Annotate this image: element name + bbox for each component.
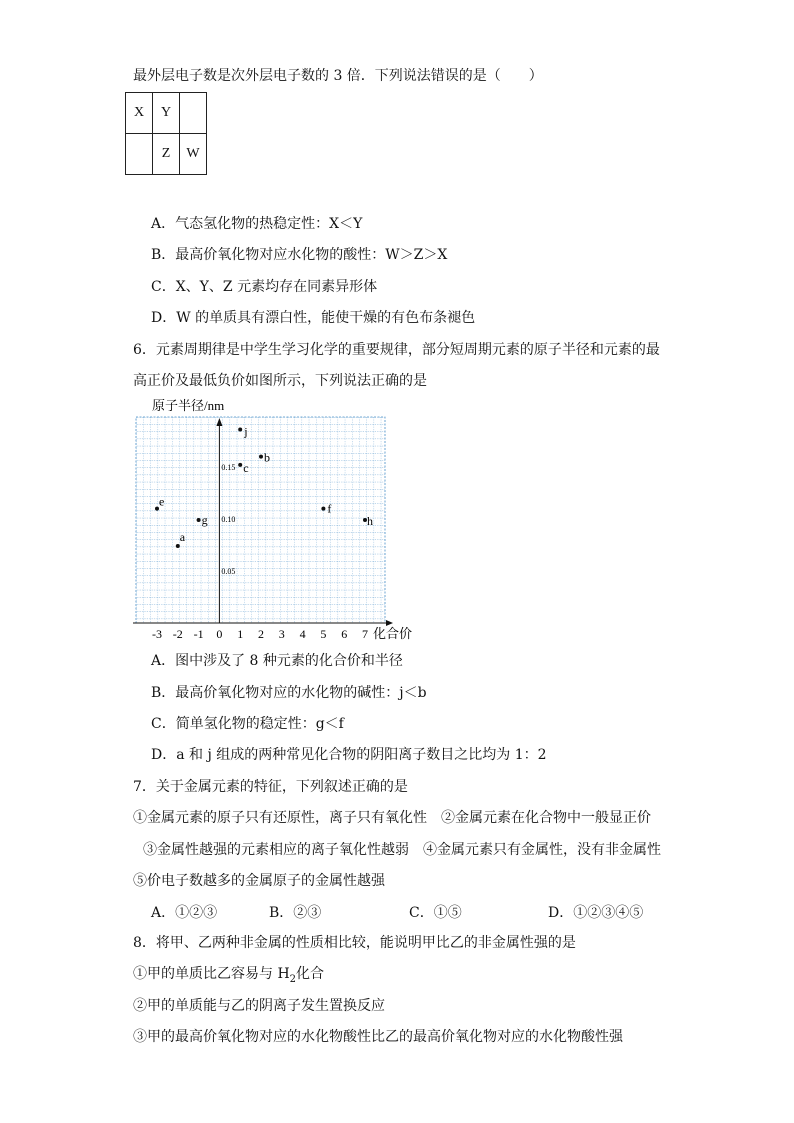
- point-label-e: e: [159, 494, 165, 509]
- q5-option-d: D．W 的单质具有漂白性，能使干燥的有色布条褪色: [151, 310, 476, 326]
- table-cell: Z: [153, 134, 180, 175]
- q6-stem-line1: 6．元素周期律是中学生学习化学的重要规律，部分短周期元素的原子半径和元素的最: [133, 342, 660, 358]
- q5-stem-tail: 最外层电子数是次外层电子数的 3 倍．下列说法错误的是（ ）: [133, 68, 543, 84]
- y-axis-label: 原子半径/nm: [152, 398, 225, 413]
- q7-choice-c: C．①⑤: [409, 905, 462, 921]
- point-label-j: j: [244, 424, 248, 439]
- chart-grid: [136, 417, 385, 623]
- q6-stem-line2: 高正价及最低负价如图所示，下列说法正确的是: [133, 373, 427, 389]
- point-label-b: b: [264, 450, 270, 465]
- x-tick-label: 2: [258, 627, 264, 641]
- x-tick-label: 6: [341, 627, 348, 641]
- y-tick-label: 0.15: [221, 463, 236, 472]
- x-tick-label: 3: [278, 627, 285, 641]
- q6-option-b: B．最高价氧化物对应的水化物的碱性：j＜b: [151, 685, 427, 701]
- point-label-a: a: [179, 530, 186, 545]
- x-tick-label: -3: [152, 627, 162, 641]
- q8-stem: 8．将甲、乙两种非金属的性质相比较，能说明甲比乙的非金属性强的是: [133, 935, 576, 951]
- table-cell: X: [126, 93, 153, 134]
- q8-s1-post: 化合: [296, 966, 325, 982]
- q6-option-a: A．图中涉及了 8 种元素的化合价和半径: [151, 653, 403, 669]
- q7-statement-1: ①金属元素的原子只有还原性，离子只有氧化性 ②金属元素在化合物中一般显正价: [133, 810, 651, 826]
- data-point-j: [238, 428, 242, 432]
- x-tick-label: 5: [320, 627, 327, 641]
- q7-statement-3: ⑤价电子数越多的金属原子的金属性越强: [133, 873, 385, 889]
- q8-statement-2: ②甲的单质能与乙的阴离子发生置换反应: [133, 998, 385, 1014]
- data-point-a: [176, 544, 180, 548]
- q5-option-c: C．X、Y、Z 元素均存在同素异形体: [151, 279, 378, 295]
- x-tick-label: -1: [193, 627, 204, 641]
- q7-stem: 7．关于金属元素的特征，下列叙述正确的是: [133, 779, 408, 795]
- table-cell: W: [180, 134, 207, 175]
- q8-statement-1: [133, 965, 324, 989]
- q8-s1-pre: ①甲的单质比乙容易与 H: [133, 966, 290, 982]
- q8-s1-sub: 2: [289, 973, 297, 985]
- y-tick-label: 0.05: [221, 567, 236, 576]
- q6-option-c: C．简单氢化物的稳定性：g＜f: [151, 716, 344, 732]
- q5-option-b: B．最高价氧化物对应水化物的酸性：W＞Z＞X: [151, 247, 448, 263]
- data-point-c: [238, 463, 242, 467]
- data-point-f: [321, 507, 325, 511]
- x-tick-label: 0: [216, 627, 223, 641]
- q7-choice-b: B．②③: [269, 905, 322, 921]
- x-axis-label: 化合价: [373, 626, 413, 641]
- point-label-f: f: [327, 501, 332, 516]
- point-label-c: c: [243, 460, 249, 475]
- point-label-h: h: [367, 514, 373, 529]
- y-tick-label: 0.10: [221, 515, 236, 524]
- data-point-g: [197, 518, 201, 522]
- q5-option-a: A．气态氢化物的热稳定性：X＜Y: [151, 216, 363, 232]
- q7-choice-a: A．①②③: [151, 905, 218, 921]
- x-tick-label: 1: [237, 627, 244, 641]
- x-tick-label: 7: [362, 627, 368, 641]
- data-point-b: [259, 455, 263, 459]
- x-tick-label: 4: [299, 627, 306, 641]
- x-tick-label: -2: [172, 627, 183, 641]
- table-cell: Y: [153, 93, 180, 134]
- q8-statement-3: ③甲的最高价氧化物对应的水化物酸性比乙的最高价氧化物对应的水化物酸性强: [133, 1029, 623, 1045]
- point-label-g: g: [201, 513, 208, 528]
- q6-option-d: D．a 和 j 组成的两种常见化合物的阴阳离子数目之比均为 1：2: [151, 747, 547, 763]
- q7-choice-d: D．①②③④⑤: [548, 905, 644, 921]
- q7-statement-2: ③金属性越强的元素相应的离子氧化性越弱 ④金属元素只有金属性，没有非金属性: [143, 842, 661, 858]
